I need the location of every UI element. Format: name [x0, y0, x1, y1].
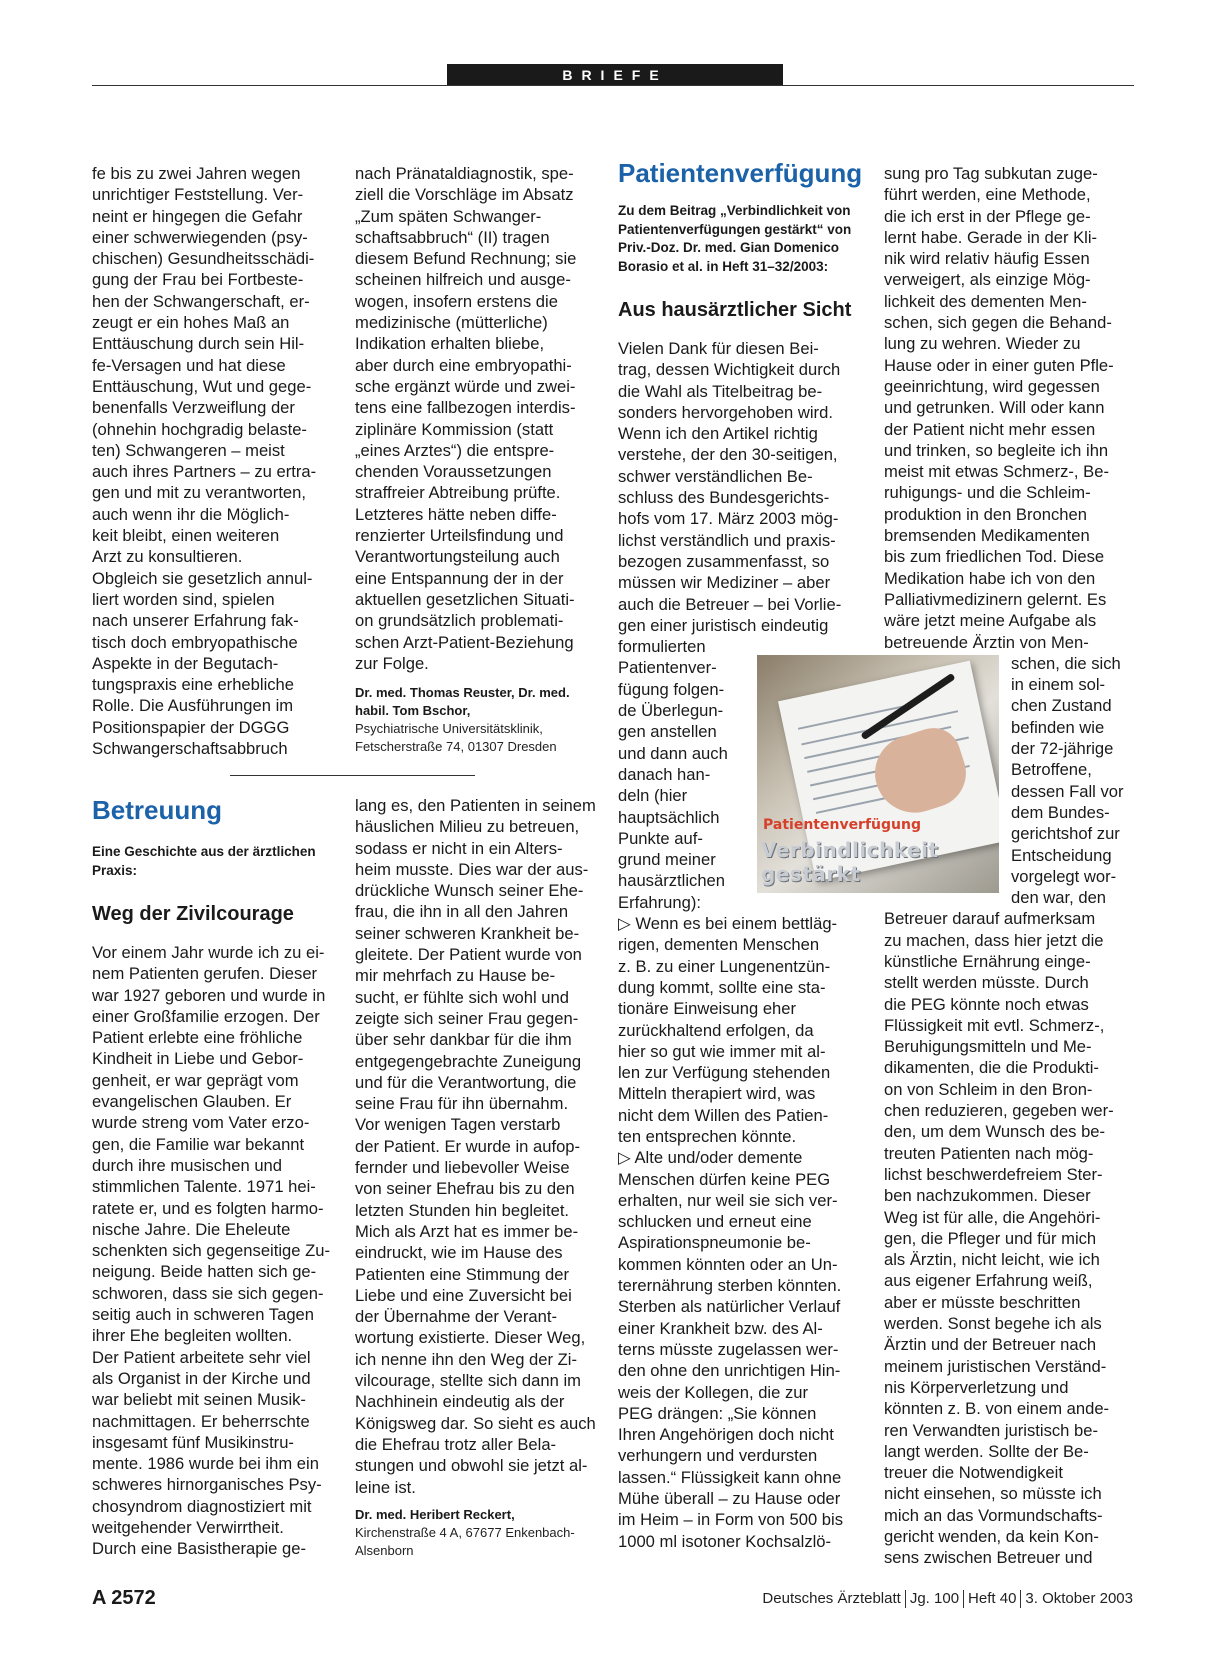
section-header: BRIEFE	[447, 64, 783, 86]
photo-caption-1: Patientenverfügung	[763, 817, 921, 833]
betreuung-title: Betreuung	[92, 795, 222, 825]
patientenverfuegung-lead: Zu dem Beitrag „Verbindlichkeit von Patientenverfügungen gestärkt“ von Priv.-Doz. Dr. med. Gian Domenico Borasio et al. in Heft 31–32/2003:	[618, 203, 852, 274]
patientenverfuegung-subtitle: Aus hausärztlicher Sicht	[618, 299, 852, 321]
footer-issue: Heft 40	[968, 1590, 1017, 1607]
letter1-text-part2: nach Pränataldiagnostik, spe- ziell die Vorschläge im Absatz „Zum späten Schwanger- schaftsabbruch“ (II) tragen diesem Befund Rechnung; sie scheinen hilfreich und ausge- wogen, insofern erstens die medizinische (mütterliche) Indikation erhalten bliebe, aber durch eine embryopathi- sche ergänzt würde und zwei- tens eine fallbezogen interdis- ziplinäre Kommission (statt „eines Arztes“) die entspre- chenden Voraussetzungen straffreier Abtreibung prüfte. Letzteres hätte neben diffe- renzierter Urteilsfindung und Verantwortungsteilung auch eine Entspannung der in der aktuellen gesetzlichen Situati- on grundsätzlich problemati- schen Arzt-Patient-Beziehung zur Folge.	[355, 164, 577, 673]
footer-journal: Deutsches Ärzteblatt	[762, 1590, 901, 1607]
betreuung-body-part1: Vor einem Jahr wurde ich zu ei- nem Patienten gerufen. Dieser war 1927 geboren und wurde in einer Großfamilie erzogen. Der Patient erlebte eine fröhliche Kindheit in Liebe und Gebor- genheit, er war geprägt vom evangelischen Glauben. Er wurde streng vom Vater erzo- gen, die Familie war bekannt durch ihre musischen und stimmlichen Talente. 1971 hei- ratete er, und es folgten harmo- nische Jahre. Die Eheleute schenkten sich gegenseitige Zu- neigung. Beide hatten sich ge- schworen, dass sie sich gegen- seitig auch in schweren Tagen ihrer Ehe begleiten wollten. Der Patient arbeitete sehr viel als Organist in der Kirche und war beliebt mit seinen Musik- nachmittagen. Er beherrschte insgesamt fünf Musikinstru- mente. 1986 wurde bei ihm ein schweres hirnorganisches Psy- chosyndrom diagnostiziert mit weitgehender Verwirrtheit. Durch eine Basistherapie ge-	[92, 943, 330, 1559]
column-2-top	[355, 163, 605, 756]
footer-citation	[762, 1590, 1133, 1608]
header-rule	[92, 85, 1134, 86]
letter1-signature-address: Psychiatrische Universitätsklinik, Fetscherstraße 74, 01307 Dresden	[355, 721, 557, 755]
patientenverfuegung-body-part3: ▷ Wenn es bei einem bettläg- rigen, dementen Menschen z. B. zu einer Lungenentzün- dung kommt, sollte eine sta- tionäre Einweisung eher zurückhaltend erfolgen, da hier so gut wie immer mit al- len zur Verfügung stehenden Mitteln therapiert wird, was nicht dem Willen des Patien- ten entsprechen könnte. ▷ Alte und/oder demente Menschen dürfen keine PEG erhalten, nur weil sie sich ver- schlucken und erneut eine Aspirationspneumonie be- kommen könnten oder an Un- terernährung sterben könnten. Sterben als natürlicher Verlauf einer Krankheit bzw. des Al- terns müsste zugelassen wer- den ohne den unrichtigen Hin- weis der Kollegen, die zur PEG drängen: „Sie können Ihren Angehörigen doch nicht verhungern und verdursten lassen.“ Flüssigkeit kann ohne Mühe überall – zu Hause oder im Heim – in Form von 500 bis 1000 ml isotoner Kochsalzlö-	[618, 914, 844, 1551]
letter-divider	[230, 775, 475, 776]
patientenverfuegung-body-part1: Vielen Dank für diesen Bei- trag, dessen Wichtigkeit durch die Wahl als Titelbeitrag be- sonders hervorgehoben wird. Wenn ich den Artikel richtig verstehe, der den 30-seitigen, schwer verständlichen Be- schluss des Bundesgerichts- hofs vom 17. März 2003 mög- lichst verständlich und praxis- bezogen zusammenfasst, so müssen wir Mediziner – aber auch die Betreuer – bei Vorlie- gen einer juristisch eindeutig	[618, 339, 842, 635]
patientenverfuegung-body-part6: Betreuer darauf aufmerksam zu machen, dass hier jetzt die künstliche Ernährung einge- stellt werden müsste. Durch die PEG könnte noch etwas Flüssigkeit mit evtl. Schmerz-, Beruhigungsmitteln und Me- dikamenten, die die Produkti- on von Schleim in den Bron- chen reduzieren, gegeben wer- den, um dem Wunsch des be- treuten Patienten nach mög- lichst beschwerdefreiem Ster- ben nachzukommen. Dieser Weg ist für alle, die Angehöri- gen, die Pfleger und für mich als Ärztin, nicht leicht, wie ich aus eigener Erfahrung weiß, aber er müsste beschritten werden. Sonst begehe ich als Ärztin und der Betreuer nach meinem juristischen Verständ- nis Körperverletzung und könnten z. B. von einem ande- ren Verwandten juristisch be- langt werden. Sollte der Be- treuer die Notwendigkeit nicht einsehen, so müsste ich mich an das Vormundschafts- gericht wenden, da kein Kon- sens zwischen Betreuer und	[884, 909, 1114, 1568]
patientenverfuegung-body-part2: formulierten Patientenver- fügung folgen- de Überlegun- gen anstellen und dann auch danach han- deln (hier hauptsächlich Punkte auf- grund meiner hausärztlichen Erfahrung):	[618, 637, 728, 912]
letter1-text-part1: fe bis zu zwei Jahren wegen unrichtiger Feststellung. Ver- neint er hingegen die Gefahr einer schwerwiegenden (psy- chischen) Gesundheitsschädi- gung der Frau bei Fortbeste- hen der Schwangerschaft, er- zeugt er ein hohes Maß an Enttäuschung durch sein Hil- fe-Versagen und hat diese Enttäuschung, Wut und gege- benenfalls Verzweiflung der (ohnehin hochgradig belaste- ten) Schwangeren – meist auch ihres Partners – zu ertra- gen und mit zu verantworten, auch wenn ihr die Möglich- keit bleibt, einen weiteren Arzt zu konsultieren. Obgleich sie gesetzlich annul- liert worden sind, spielen nach unserer Erfahrung fak- tisch doch embryopathische Aspekte in der Begutach- tungspraxis eine erhebliche Rolle. Die Ausführungen im Positionspapier der DGGG Schwangerschaftsabbruch	[92, 164, 317, 759]
patientenverfuegung-column-4	[884, 163, 1134, 1569]
page-number: A 2572	[92, 1587, 156, 1609]
photo-caption-2: Verbindlichkeit gestärkt	[761, 838, 939, 886]
patientenverfuegung-title: Patientenverfügung	[618, 158, 863, 188]
letter1-signature-name: Dr. med. Thomas Reuster, Dr. med. habil. Tom Bschor,	[355, 685, 570, 719]
footer-volume: Jg. 100	[909, 1590, 960, 1607]
patientenverfuegung-body-part5: schen, die sich in einem sol- chen Zustand befinden wie der 72-jährige Betroffene, dessen Fall vor dem Bundes- gerichtshof zur Entscheidung vorgelegt wor- den war, den	[1011, 653, 1124, 908]
betreuung-column-2	[355, 795, 605, 1560]
betreuung-signature-address: Kirchenstraße 4 A, 67677 Enkenbach- Alsenborn	[355, 1524, 575, 1558]
betreuung-body-part2: lang es, den Patienten in seinem häuslichen Milieu zu betreuen, sodass er nicht in ein Alters- heim musste. Dies war der aus- drückliche Wunsch seiner Ehe- frau, die ihn in all den Jahren seiner schweren Krankheit be- gleitete. Der Patient wurde von mir mehrfach zu Hause be- sucht, er fühlte sich wohl und zeigte sich seiner Frau gegen- über sehr dankbar für die ihm entgegengebrachte Zuneigung und für die Verantwortung, die seine Frau für ihn übernahm. Vor wenigen Tagen verstarb der Patient. Er wurde in aufop- fernder und liebevoller Weise von seiner Ehefrau bis zu den letzten Stunden hin begleitet. Mich als Arzt hat es immer be- eindruckt, wie im Hause des Patienten eine Stimmung der Liebe und eine Zuversicht bei der Übernahme der Verant- wortung existierte. Dieser Weg, ich nenne ihn den Weg der Zi- vilcourage, stellte sich dann im Nachhinein eindeutig als der Königsweg dar. So sieht es auch die Ehefrau trotz aller Bela- stungen und obwohl sie jetzt al- leine ist.	[355, 796, 596, 1497]
betreuung-column-1	[92, 795, 337, 1560]
footer-date: 3. Oktober 2003	[1025, 1590, 1133, 1607]
betreuung-lead: Eine Geschichte aus der ärztlichen Praxis:	[92, 844, 316, 878]
betreuung-signature-name: Dr. med. Heribert Reckert,	[355, 1506, 515, 1522]
column-1-top	[92, 163, 332, 759]
patientenverfuegung-body-part4: sung pro Tag subkutan zuge- führt werden, eine Methode, die ich erst in der Pflege ge- lernt habe. Gerade in der Kli- nik wird relativ häufig Essen verweigert, als einzige Mög- lichkeit des dementen Men- schen, sich gegen die Behand- lung zu wehren. Wieder zu Hause oder in einer guten Pfle- geeinrichtung, wird gegessen und getrunken. Will oder kann der Patient nicht mehr essen und trinken, so begleite ich ihn meist mit etwas Schmerz-, Be- ruhigungs- und die Schleim- produktion in den Bronchen bremsenden Medikamenten bis zum friedlichen Tod. Diese Medikation habe ich von den Palliativmedizinern gelernt. Es wäre jetzt meine Aufgabe als betreuende Ärztin von Men-	[884, 164, 1114, 652]
betreuung-subtitle: Weg der Zivilcourage	[92, 903, 294, 925]
